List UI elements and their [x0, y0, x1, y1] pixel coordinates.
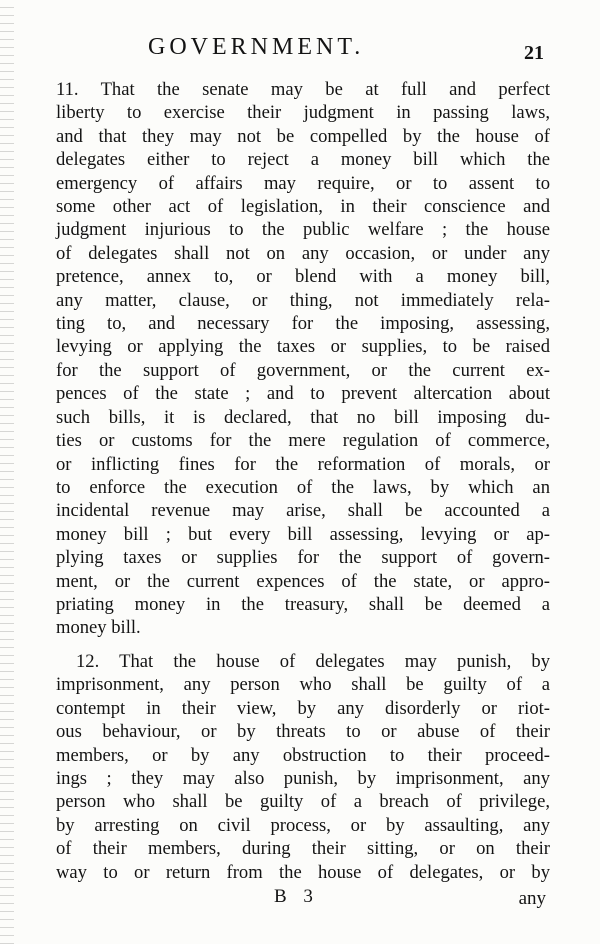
- text-line: incidental revenue may arise, shall be accounted a: [56, 500, 550, 522]
- signature-mark: B 3: [274, 886, 319, 907]
- text-line: person who shall be guilty of a breach of privilege,: [56, 791, 550, 813]
- paragraph-11: [56, 78, 550, 640]
- text-line: pences of the state ; and to prevent altercation about: [56, 383, 550, 405]
- text-line: way to or return from the house of delegates, or by: [56, 861, 550, 883]
- text-line: members, or by any obstruction to their proceed-: [56, 744, 550, 766]
- text-line: emergency of affairs may require, or to assent to: [56, 172, 550, 194]
- text-line: ment, or the current expences of the state, or appro-: [56, 570, 550, 592]
- text-line: ings ; they may also punish, by imprisonment, any: [56, 768, 550, 790]
- text-line: and that they may not be compelled by the house of: [56, 125, 550, 147]
- text-line: of their members, during their sitting, or on their: [56, 838, 550, 860]
- text-line: ting to, and necessary for the imposing, assessing,: [56, 313, 550, 335]
- text-line: ous behaviour, or by threats to or abuse of their: [56, 721, 550, 743]
- text-line: for the support of government, or the current ex-: [56, 359, 550, 381]
- text-line: money bill ; but every bill assessing, levying or ap-: [56, 523, 550, 545]
- text-line: of delegates shall not on any occasion, or under any: [56, 242, 550, 264]
- text-line: levying or applying the taxes or supplies, to be raised: [56, 336, 550, 358]
- text-line: by arresting on civil process, or by assaulting, any: [56, 814, 550, 836]
- text-line: or inflicting fines for the reformation of morals, or: [56, 453, 550, 475]
- running-head: GOVERNMENT.: [148, 34, 365, 60]
- page-edge-shadow: [0, 0, 14, 944]
- text-line: contempt in their view, by any disorderly or riot-: [56, 697, 550, 719]
- text-line: any matter, clause, or thing, not immediately rela-: [56, 289, 550, 311]
- text-line: pretence, annex to, or blend with a money bill,: [56, 266, 550, 288]
- text-line: priating money in the treasury, shall be deemed a: [56, 593, 550, 615]
- text-line: plying taxes or supplies for the support of govern-: [56, 547, 550, 569]
- text-line: 12. That the house of delegates may punish, by: [76, 651, 550, 672]
- catchword: any: [518, 888, 546, 909]
- page-number: 21: [524, 42, 544, 64]
- text-line: money bill.: [56, 617, 141, 639]
- text-line: 11. That the senate may be at full and perfect: [56, 79, 550, 100]
- paragraph-12: [56, 650, 550, 884]
- text-line: such bills, it is declared, that no bill imposing du-: [56, 406, 550, 428]
- text-line: judgment injurious to the public welfare ; the house: [56, 219, 550, 241]
- text-line: some other act of legislation, in their conscience and: [56, 196, 550, 218]
- text-line: delegates either to reject a money bill which the: [56, 149, 550, 171]
- text-line: to enforce the execution of the laws, by which an: [56, 476, 550, 498]
- text-line: imprisonment, any person who shall be guilty of a: [56, 674, 550, 696]
- text-line: ties or customs for the mere regulation of commerce,: [56, 430, 550, 452]
- text-line: liberty to exercise their judgment in passing laws,: [56, 102, 550, 124]
